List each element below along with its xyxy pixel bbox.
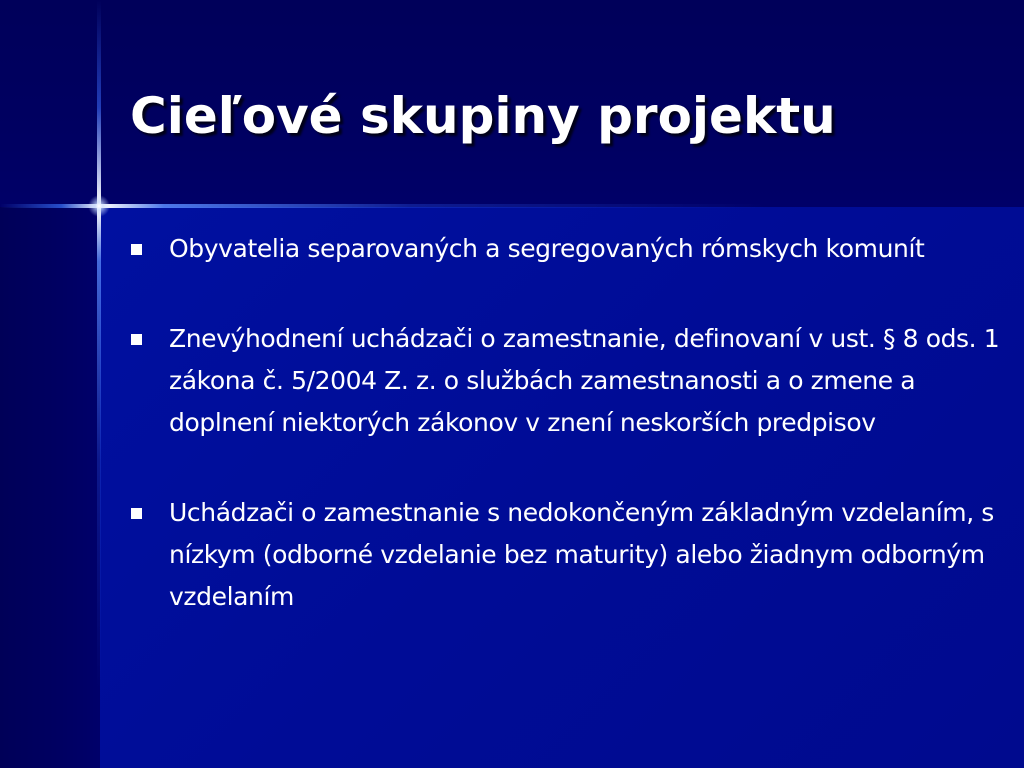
bullet-item: [130, 492, 1000, 618]
square-bullet-icon: [131, 244, 142, 255]
square-bullet-icon: [131, 508, 142, 519]
vertical-glow-line: [97, 0, 101, 768]
bullet-list: [130, 228, 1000, 618]
bullet-item: [130, 228, 1000, 270]
bullet-item: [130, 318, 1000, 444]
sparkle-icon: [88, 195, 110, 217]
square-bullet-icon: [131, 334, 142, 345]
bullet-text: Znevýhodnení uchádzači o zamestnanie, definovaní v ust. § 8 ods. 1 zákona č. 5/2004 Z. z. o službách zamestnanosti a o zmene a doplnení niektorých zákonov v znení neskorších predpisov: [169, 324, 1000, 437]
bullet-text: Obyvatelia separovaných a segregovaných rómskych komunít: [169, 234, 925, 263]
horizontal-glow-line: [0, 204, 1024, 208]
slide-title: Cieľové skupiny projektu: [130, 87, 836, 145]
bullet-text: Uchádzači o zamestnanie s nedokončeným základným vzdelaním, s nízkym (odborné vzdelanie bez maturity) alebo žiadnym odborným vzdelaním: [169, 498, 994, 611]
